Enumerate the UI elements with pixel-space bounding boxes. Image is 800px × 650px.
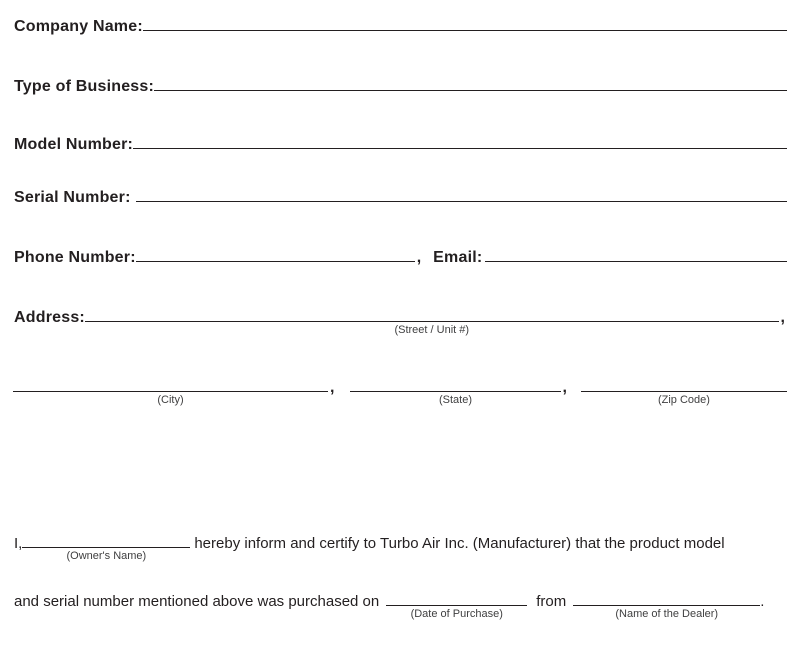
type-of-business-label: Type of Business: bbox=[14, 78, 155, 95]
certification-line-1 bbox=[14, 530, 787, 562]
address-state-input[interactable] bbox=[350, 374, 560, 406]
address-zip-input[interactable] bbox=[581, 374, 787, 406]
dealer-name-hint-label: (Name of the Dealer) bbox=[615, 608, 719, 620]
company-name-row bbox=[14, 13, 787, 36]
dealer-name-input[interactable] bbox=[573, 588, 760, 620]
serial-number-row bbox=[14, 184, 787, 207]
phone-email-row bbox=[14, 244, 787, 267]
type-of-business-row bbox=[14, 73, 787, 96]
serial-number-label: Serial Number: bbox=[14, 189, 131, 206]
email-label: Email: bbox=[433, 249, 483, 266]
owner-name-input[interactable] bbox=[22, 530, 190, 562]
city-hint-label: (City) bbox=[157, 394, 184, 406]
cert-from-text: from bbox=[536, 593, 567, 610]
comma-separator: , bbox=[330, 379, 335, 396]
address-city-input[interactable] bbox=[13, 374, 328, 406]
model-number-input[interactable] bbox=[133, 131, 787, 149]
state-hint-label: (State) bbox=[438, 394, 472, 406]
address-row bbox=[14, 304, 787, 336]
company-name-input[interactable] bbox=[143, 13, 787, 31]
model-number-row bbox=[14, 131, 787, 154]
street-hint-label: (Street / Unit #) bbox=[394, 324, 470, 336]
city-state-zip-row bbox=[13, 374, 787, 406]
address-label: Address: bbox=[14, 309, 85, 326]
address-street-input[interactable] bbox=[85, 304, 779, 336]
phone-number-input[interactable] bbox=[136, 244, 415, 262]
cert-statement-text-2: and serial number mentioned above was purchased on bbox=[14, 593, 380, 610]
email-input[interactable] bbox=[485, 244, 787, 262]
cert-intro-text: I, bbox=[14, 535, 23, 552]
period-separator: . bbox=[760, 593, 765, 610]
type-of-business-input[interactable] bbox=[154, 73, 787, 91]
company-name-label: Company Name: bbox=[14, 18, 143, 35]
model-number-label: Model Number: bbox=[14, 136, 134, 153]
zip-hint-label: (Zip Code) bbox=[657, 394, 710, 406]
owner-name-hint-label: (Owner's Name) bbox=[66, 550, 147, 562]
certification-line-2 bbox=[14, 588, 787, 620]
comma-separator: , bbox=[562, 379, 567, 396]
purchase-date-input[interactable] bbox=[386, 588, 527, 620]
purchase-date-hint-label: (Date of Purchase) bbox=[410, 608, 503, 620]
comma-separator: , bbox=[416, 249, 422, 266]
comma-separator: , bbox=[780, 309, 785, 326]
serial-number-input[interactable] bbox=[136, 184, 787, 202]
cert-statement-text-1: hereby inform and certify to Turbo Air Inc. (Manufacturer) that the product model bbox=[194, 535, 725, 552]
phone-number-label: Phone Number: bbox=[14, 249, 136, 266]
